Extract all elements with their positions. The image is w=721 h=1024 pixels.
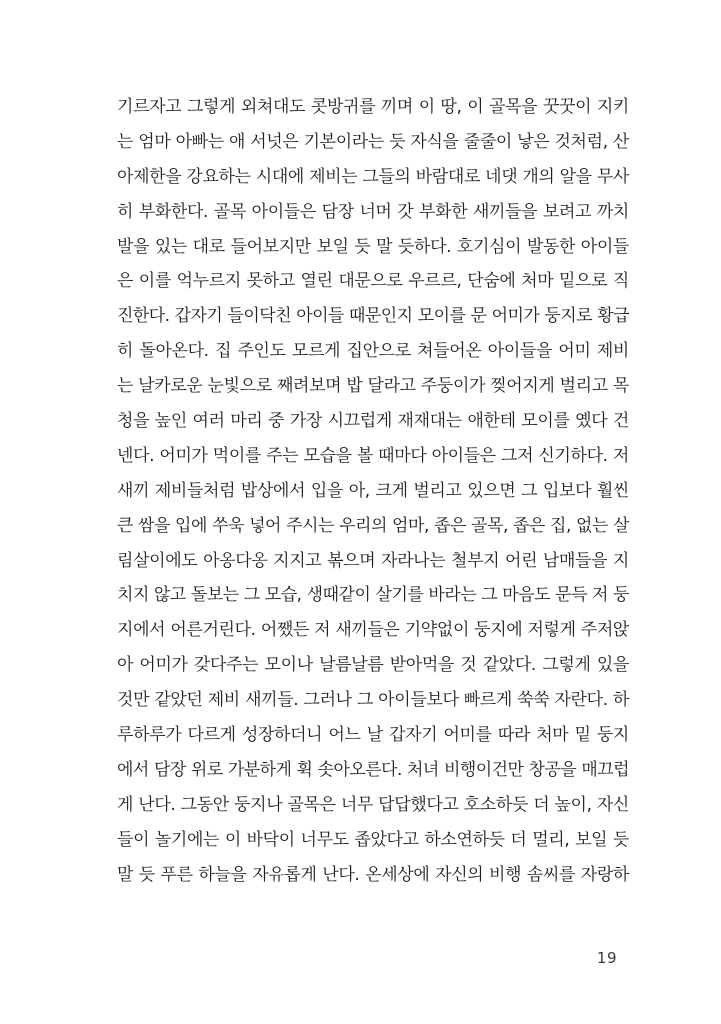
- text-line: 진한다. 갑자기 들이닥친 아이들 때문인지 모이를 문 어미가 둥지로 황급: [117, 306, 629, 327]
- text-line: 것만 같았던 제비 새끼들. 그러나 그 아이들보다 빠르게 쑥쑥 자란다. 하: [117, 690, 629, 711]
- text-line: 림살이에도 아옹다옹 지지고 볶으며 자라나는 철부지 어린 남매들을 지: [117, 550, 629, 571]
- text-line: 은 이를 억누르지 못하고 열린 대문으로 우르르, 단숨에 처마 밑으로 직: [117, 271, 629, 292]
- text-line: 아 어미가 갖다주는 모이나 날름날름 받아먹을 것 같았다. 그렇게 있을: [117, 655, 629, 676]
- text-line: 큰 쌈을 입에 쑤욱 넣어 주시는 우리의 엄마, 좁은 골목, 좁은 집, 없는 살: [117, 515, 629, 536]
- text-line: 들이 놀기에는 이 바닥이 너무도 좁았다고 하소연하듯 더 멀리, 보일 듯: [117, 829, 629, 850]
- text-line: 는 엄마 아빠는 애 서넛은 기본이라는 듯 자식을 줄줄이 낳은 것처럼, 산: [117, 131, 629, 152]
- text-line: 에서 담장 위로 가분하게 휙 솟아오른다. 처녀 비행이건만 창공을 매끄럽: [117, 759, 629, 780]
- text-line: 히 부화한다. 골목 아이들은 담장 너머 갓 부화한 새끼들을 보려고 까치: [117, 201, 629, 222]
- text-line: 아제한을 강요하는 시대에 제비는 그들의 바람대로 네댓 개의 알을 무사: [117, 166, 629, 187]
- text-line: 루하루가 다르게 성장하더니 어느 날 갑자기 어미를 따라 처마 밑 둥지: [117, 725, 629, 746]
- text-line: 히 돌아온다. 집 주인도 모르게 집안으로 쳐들어온 아이들을 어미 제비: [117, 341, 629, 362]
- text-line: 넨다. 어미가 먹이를 주는 모습을 볼 때마다 아이들은 그저 신기하다. 저: [117, 445, 629, 466]
- text-line: 기르자고 그렇게 외쳐대도 콧방귀를 끼며 이 땅, 이 골목을 꿋꿋이 지키: [117, 97, 629, 117]
- text-line: 는 날카로운 눈빛으로 째려보며 밥 달라고 주둥이가 찢어지게 벌리고 목: [117, 376, 629, 397]
- body-text: [117, 90, 629, 892]
- text-line: 게 난다. 그동안 둥지나 골목은 너무 답답했다고 호소하듯 더 높이, 자신: [117, 794, 629, 815]
- text-line: 말 듯 푸른 하늘을 자유롭게 난다. 온세상에 자신의 비행 솜씨를 자랑하: [117, 864, 629, 885]
- page-number: 19: [596, 949, 617, 967]
- text-line: 지에서 어른거린다. 어쨌든 저 새끼들은 기약없이 둥지에 저렇게 주저앉: [117, 620, 629, 641]
- text-line: 치지 않고 돌보는 그 모습, 생때같이 살기를 바라는 그 마음도 문득 저 둥: [117, 585, 629, 606]
- text-line: 발을 있는 대로 들어보지만 보일 듯 말 듯하다. 호기심이 발동한 아이들: [117, 236, 629, 257]
- text-line: 청을 높인 여러 마리 중 가장 시끄럽게 재재대는 애한테 모이를 옜다 건: [117, 411, 629, 432]
- text-line: 새끼 제비들처럼 밥상에서 입을 아, 크게 벌리고 있으면 그 입보다 훨씬: [117, 480, 629, 501]
